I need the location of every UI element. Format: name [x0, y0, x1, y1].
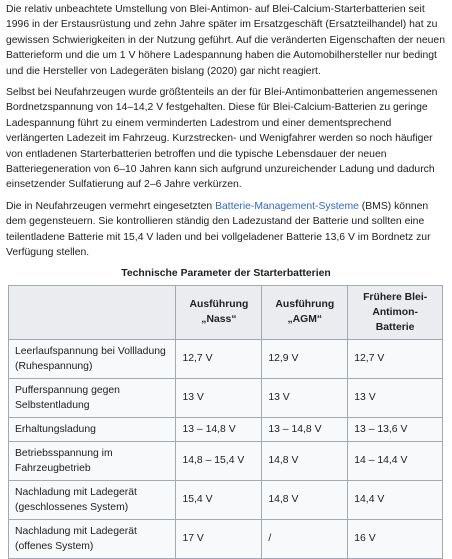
table-caption: Technische Parameter der Starterbatterien	[121, 267, 331, 279]
cell-nass: 13 – 14,8 V	[176, 417, 262, 441]
paragraph-3	[6, 199, 446, 261]
row-label: Leerlaufspannung bei Vollladung (Ruhespannung)	[9, 339, 176, 378]
row-label: Erhaltungsladung	[9, 417, 176, 441]
paragraph-3-text-after: (BMS) können dem gegensteuern. Sie kontrollieren ständig den Ladezustand der Batterie und sollten eine teilentladene Batterie mit 15,4 V laden und bei vollgeladener Batterie 13,6 V im Bordnetz zur Verfügung stellen.	[6, 200, 431, 259]
paragraph-2: Selbst bei Neufahrzeugen wurde größtenteils an der für Blei-Antimonbatterien angemessenen Bordnetzspannung von 14–14,2 V festgehalten. Diese für Blei-Calcium-Batterien zu geringe Ladespannung führt zu einem verminderten Ladestrom und einer dementsprechend verlängerten Ladezeit im Fahrzeug. Kurzstrecken- und Wenigfahrer werden so noch häufiger von entladenen Starterbatterien betroffen und die typische Lebensdauer der neuen Batteriegeneration von 6–10 Jahren kann sich aufgrund unzureichender Ladung und dadurch einsetzender Sulfatierung auf 2–6 Jahre verkürzen.	[6, 87, 438, 191]
cell-nass: 12,7 V	[176, 339, 262, 378]
row-label: Nachladung mit Ladegerät (geschlossenes System)	[9, 480, 176, 519]
row-label: Nachladung mit Ladegerät (offenes System)	[9, 519, 176, 558]
parameter-table	[8, 285, 443, 559]
cell-agm: 12,9 V	[262, 339, 348, 378]
row-label: Betriebsspannung im Fahrzeugbetrieb	[9, 441, 176, 480]
table-row	[9, 519, 443, 558]
header-nass: Ausführung „Nass“	[176, 285, 262, 339]
cell-blei-antimon: 12,7 V	[348, 339, 443, 378]
table-row	[9, 378, 443, 417]
cell-agm: /	[262, 519, 348, 558]
cell-nass: 14,8 – 15,4 V	[176, 441, 262, 480]
header-agm: Ausführung „AGM“	[262, 285, 348, 339]
cell-nass: 17 V	[176, 519, 262, 558]
row-label: Pufferspannung gegen Selbstentladung	[9, 378, 176, 417]
cell-blei-antimon: 16 V	[348, 519, 443, 558]
paragraph-1: Die relativ unbeachtete Umstellung von Blei-Antimon- auf Blei-Calcium-Starterbatterien seit 1996 in der Erstausrüstung und zehn Jahre später im Ersatzgeschäft (Ersatzteilhandel) hat zu gewissen Schwierigkeiten in der Nutzung geführt. Auf die veränderten Eigenschaften der neuen Batterieform und die um 1 V höhere Ladespannung haben die Automobilhersteller nur bedingt und die Hersteller von Ladegeräten bislang (2020) gar nicht reagiert.	[6, 4, 445, 77]
cell-blei-antimon: 14 – 14,4 V	[348, 441, 443, 480]
cell-nass: 13 V	[176, 378, 262, 417]
table-row	[9, 339, 443, 378]
cell-blei-antimon: 14,4 V	[348, 480, 443, 519]
header-empty	[9, 285, 176, 339]
table-row	[9, 417, 443, 441]
paragraph-3-text-before: Die in Neufahrzeugen vermehrt eingesetzten	[6, 200, 216, 212]
header-blei-antimon: Frühere Blei-Antimon-Batterie	[348, 285, 443, 339]
bms-link[interactable]: Batterie-Management-Systeme	[215, 200, 359, 212]
cell-agm: 13 – 14,8 V	[262, 417, 348, 441]
cell-blei-antimon: 13 – 13,6 V	[348, 417, 443, 441]
cell-agm: 14,8 V	[262, 480, 348, 519]
cell-nass: 15,4 V	[176, 480, 262, 519]
cell-agm: 13 V	[262, 378, 348, 417]
table-row	[9, 441, 443, 480]
cell-agm: 14,8 V	[262, 441, 348, 480]
table-header-row	[9, 285, 443, 339]
cell-blei-antimon: 13 V	[348, 378, 443, 417]
